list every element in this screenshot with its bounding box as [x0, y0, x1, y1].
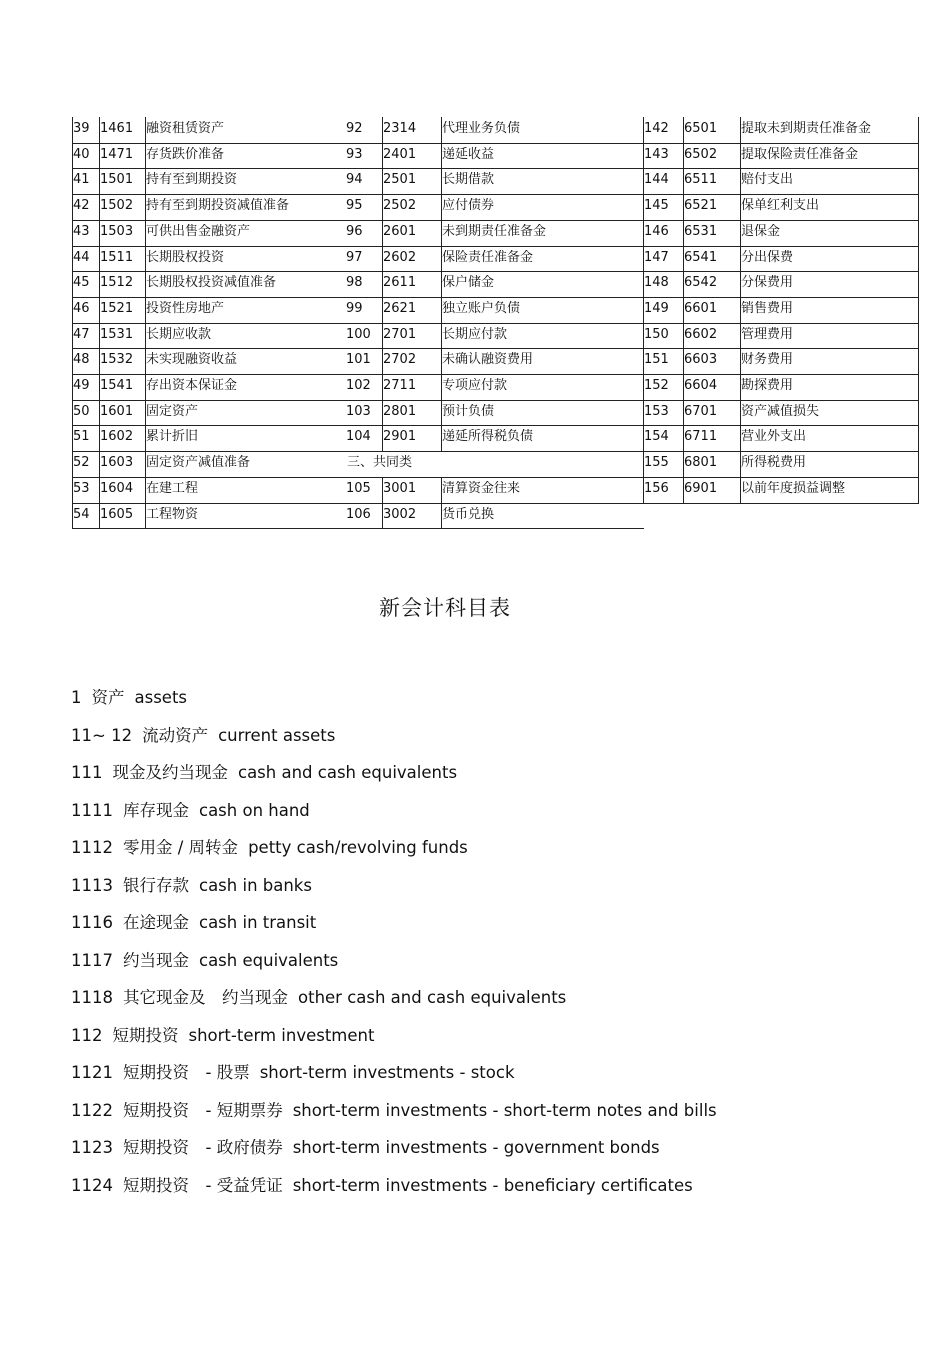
- row-number: 104: [346, 429, 371, 445]
- account-name: 赔付支出: [741, 172, 794, 188]
- entry-code: 112: [71, 1025, 103, 1045]
- right-row-border: [643, 348, 919, 349]
- account-name: 长期股权投资: [146, 249, 225, 265]
- middle-row-border: [345, 271, 644, 272]
- account-code: 6604: [684, 378, 718, 393]
- right-row-border: [643, 374, 919, 375]
- page-title: 新会计科目表: [379, 596, 511, 620]
- account-name: 未确认融资费用: [442, 352, 534, 368]
- account-name: 以前年度损益调整: [741, 480, 846, 496]
- account-name: 固定资产: [146, 403, 199, 419]
- left-row-border: [72, 400, 346, 401]
- account-entry: [71, 1101, 727, 1121]
- account-name: 分出保费: [741, 249, 794, 265]
- account-code: 2701: [383, 326, 417, 342]
- entry-cn: 零用金 / 周转金: [123, 838, 239, 857]
- account-name: 退保金: [741, 223, 781, 239]
- row-number: 46: [73, 300, 90, 316]
- row-number: 54: [73, 506, 90, 522]
- entry-cn: 短期投资 - 短期票券: [123, 1100, 283, 1120]
- left-row-border: [72, 348, 346, 349]
- entry-en: short-term investments - government bonds: [292, 1138, 660, 1157]
- entry-en: current assets: [218, 725, 336, 745]
- entry-en: short-term investment: [188, 1025, 375, 1045]
- account-name: 资产减值损失: [741, 403, 820, 419]
- account-entry: [71, 726, 345, 746]
- row-number: 49: [73, 378, 90, 393]
- left-row-border: [72, 425, 346, 426]
- account-code: 1604: [100, 480, 134, 496]
- middle-row-border: [345, 503, 644, 504]
- left-row-border: [72, 477, 346, 478]
- account-entry: [71, 1063, 525, 1083]
- account-code: 1541: [100, 378, 134, 393]
- right-row-border: [643, 323, 919, 324]
- row-number: 154: [644, 429, 669, 445]
- account-code: 6521: [684, 198, 718, 214]
- row-number: 51: [73, 429, 90, 445]
- middle-row-border: [345, 194, 644, 195]
- middle-row-border: [345, 220, 644, 221]
- right-row-border: [643, 400, 919, 401]
- account-code: 6901: [684, 480, 718, 496]
- account-code: 3002: [383, 506, 417, 522]
- account-name: 在建工程: [146, 480, 199, 496]
- entry-en: other cash and cash equivalents: [298, 988, 567, 1007]
- right-row-border: [643, 194, 919, 195]
- row-number: 149: [644, 300, 669, 316]
- account-code: 2601: [383, 223, 417, 239]
- account-name: 累计折旧: [146, 429, 199, 445]
- account-entry: [71, 1138, 670, 1158]
- left-row-border: [72, 503, 346, 504]
- account-code: 2501: [383, 172, 417, 188]
- account-name: 存出资本保证金: [146, 378, 238, 393]
- account-name: 持有至到期投资减值准备: [146, 198, 290, 214]
- row-number: 52: [73, 455, 90, 471]
- account-code: 2621: [383, 300, 417, 316]
- account-code: 1601: [100, 403, 134, 419]
- account-entry: [71, 763, 467, 783]
- entry-cn: 现金及约当现金: [112, 763, 228, 782]
- left-row-border: [72, 323, 346, 324]
- account-name: 融资租赁资产: [146, 121, 225, 136]
- left-row-border: [72, 143, 346, 144]
- account-code: 6603: [684, 352, 718, 368]
- account-code: 1603: [100, 455, 134, 471]
- account-code: 3001: [383, 480, 417, 496]
- entry-code: 1124: [71, 1175, 113, 1195]
- middle-row-border: [345, 348, 644, 349]
- left-row-border: [72, 220, 346, 221]
- entry-en: short-term investments - stock: [259, 1063, 515, 1082]
- account-name: 持有至到期投资: [146, 172, 238, 188]
- account-name: 保险责任准备金: [442, 249, 534, 265]
- account-name: 独立账户负债: [442, 300, 521, 316]
- entry-cn: 流动资产: [142, 725, 209, 745]
- account-code: 1602: [100, 429, 134, 445]
- account-name: 应付债券: [442, 198, 495, 214]
- entry-code: 1122: [71, 1100, 113, 1120]
- account-code: 2602: [383, 249, 417, 265]
- account-code: 6541: [684, 249, 718, 265]
- account-name: 货币兑换: [442, 506, 495, 522]
- account-entry: [71, 1026, 384, 1046]
- entry-code: 1116: [71, 913, 113, 932]
- entry-cn: 银行存款: [123, 875, 189, 895]
- row-number: 152: [644, 378, 669, 393]
- row-number: 95: [346, 198, 363, 214]
- left-row-border: [72, 528, 346, 529]
- account-name: 固定资产减值准备: [146, 455, 251, 471]
- account-code: 1521: [100, 300, 134, 316]
- row-number: 151: [644, 352, 669, 368]
- account-code: 6501: [684, 121, 718, 136]
- account-name: 清算资金往来: [442, 480, 521, 496]
- account-code: 1532: [100, 352, 134, 368]
- entry-cn: 短期投资 - 受益凭证: [123, 1175, 283, 1195]
- middle-row-border: [345, 168, 644, 169]
- entry-en: cash and cash equivalents: [238, 763, 458, 782]
- right-row-border: [643, 503, 919, 504]
- account-name: 未到期责任准备金: [442, 223, 547, 239]
- row-number: 146: [644, 223, 669, 239]
- entry-code: 1121: [71, 1063, 113, 1082]
- entry-cn: 在途现金: [123, 913, 189, 932]
- entry-cn: 其它现金及 约当现金: [123, 988, 288, 1007]
- entry-code: 111: [71, 763, 103, 782]
- row-number: 92: [346, 121, 363, 136]
- account-name: 可供出售金融资产: [146, 223, 251, 239]
- account-code: 6701: [684, 403, 718, 419]
- account-code: 1471: [100, 146, 134, 162]
- row-number: 147: [644, 249, 669, 265]
- entry-en: cash on hand: [199, 800, 310, 820]
- row-number: 44: [73, 249, 90, 265]
- account-code: 1512: [100, 275, 134, 291]
- middle-row-border: [345, 143, 644, 144]
- account-code: 2901: [383, 429, 417, 445]
- account-code: 1461: [100, 121, 134, 136]
- account-code: 6502: [684, 146, 718, 162]
- entry-en: cash in transit: [199, 913, 317, 932]
- row-number: 155: [644, 455, 669, 471]
- account-name: 营业外支出: [741, 429, 807, 445]
- account-name: 工程物资: [146, 506, 199, 522]
- row-number: 97: [346, 249, 363, 265]
- row-number: 148: [644, 275, 669, 291]
- entry-cn: 资产: [91, 688, 125, 707]
- account-name: 财务费用: [741, 352, 794, 368]
- account-code: 2611: [383, 275, 417, 291]
- entry-code: 1123: [71, 1138, 113, 1157]
- account-name: 递延所得税负债: [442, 429, 534, 445]
- account-code: 1511: [100, 249, 134, 265]
- account-name: 提取未到期责任准备金: [741, 121, 872, 136]
- row-number: 142: [644, 121, 669, 136]
- section-header-cell: 三、共同类: [347, 455, 413, 471]
- account-name: 销售费用: [741, 300, 794, 316]
- right-row-border: [643, 297, 919, 298]
- entry-cn: 约当现金: [123, 950, 189, 970]
- account-code: 2401: [383, 146, 417, 162]
- right-row-border: [643, 451, 919, 452]
- account-name: 存货跌价准备: [146, 146, 225, 162]
- account-name: 长期应付款: [442, 326, 508, 342]
- account-name: 递延收益: [442, 146, 495, 162]
- account-code: 1502: [100, 198, 134, 214]
- account-entry: [71, 951, 348, 971]
- left-row-border: [72, 271, 346, 272]
- account-code: 1501: [100, 172, 134, 188]
- left-row-border: [72, 297, 346, 298]
- row-number: 143: [644, 146, 669, 162]
- entry-cn: 库存现金: [123, 800, 189, 820]
- row-number: 39: [73, 121, 90, 136]
- row-number: 47: [73, 326, 90, 342]
- row-number: 45: [73, 275, 90, 291]
- account-name: 分保费用: [741, 275, 794, 291]
- account-code: 2711: [383, 378, 417, 393]
- account-code: 2702: [383, 352, 417, 368]
- right-row-border: [643, 168, 919, 169]
- account-code: 6801: [684, 455, 718, 471]
- account-name: 投资性房地产: [146, 300, 225, 316]
- row-number: 40: [73, 146, 90, 162]
- entry-cn: 短期投资 - 政府债券: [123, 1138, 283, 1157]
- middle-row-border: [345, 297, 644, 298]
- middle-row-border: [345, 323, 644, 324]
- account-entry: [71, 688, 197, 708]
- right-row-border: [643, 477, 919, 478]
- left-row-border: [72, 246, 346, 247]
- entry-code: 1111: [71, 800, 113, 820]
- row-number: 98: [346, 275, 363, 291]
- account-code: 6542: [684, 275, 718, 291]
- middle-row-border: [345, 528, 644, 529]
- account-code: 1503: [100, 223, 134, 239]
- entry-code: 1: [71, 688, 82, 707]
- middle-row-border: [345, 246, 644, 247]
- row-number: 43: [73, 223, 90, 239]
- account-code: 2502: [383, 198, 417, 214]
- row-number: 41: [73, 172, 90, 188]
- account-name: 代理业务负债: [442, 121, 521, 136]
- row-number: 153: [644, 403, 669, 419]
- row-number: 93: [346, 146, 363, 162]
- account-code: 6602: [684, 326, 718, 342]
- middle-row-border: [345, 374, 644, 375]
- row-number: 48: [73, 352, 90, 368]
- account-code: 2314: [383, 121, 417, 136]
- account-name: 管理费用: [741, 326, 794, 342]
- entry-en: assets: [134, 688, 188, 707]
- account-entry: [71, 988, 576, 1008]
- right-row-border: [643, 246, 919, 247]
- right-row-border: [643, 425, 919, 426]
- account-name: 提取保险责任准备金: [741, 146, 859, 162]
- account-code: 2801: [383, 403, 417, 419]
- account-entry: [71, 1176, 703, 1196]
- entry-en: petty cash/revolving funds: [248, 838, 468, 857]
- left-row-border: [72, 451, 346, 452]
- left-row-border: [72, 168, 346, 169]
- entry-en: short-term investments - short-term notes and bills: [292, 1100, 717, 1120]
- right-outer-border: [918, 117, 919, 503]
- row-number: 94: [346, 172, 363, 188]
- account-code: 6531: [684, 223, 718, 239]
- row-number: 150: [644, 326, 669, 342]
- account-code-table: [0, 0, 950, 540]
- middle-row-border: [345, 400, 644, 401]
- row-number: 101: [346, 352, 371, 368]
- row-number: 50: [73, 403, 90, 419]
- entry-code: 11~ 12: [71, 725, 133, 745]
- row-number: 145: [644, 198, 669, 214]
- account-code: 6511: [684, 172, 718, 188]
- row-number: 102: [346, 378, 371, 393]
- account-name: 勘探费用: [741, 378, 794, 393]
- account-entry: [71, 913, 326, 933]
- account-code: 1531: [100, 326, 134, 342]
- row-number: 99: [346, 300, 363, 316]
- account-name: 未实现融资收益: [146, 352, 238, 368]
- right-row-border: [643, 271, 919, 272]
- entry-cn: 短期投资 - 股票: [123, 1063, 250, 1082]
- entry-en: short-term investments - beneficiary certificates: [292, 1175, 693, 1195]
- left-row-border: [72, 194, 346, 195]
- row-number: 105: [346, 480, 371, 496]
- entry-code: 1112: [71, 838, 113, 857]
- account-name: 长期股权投资减值准备: [146, 275, 277, 291]
- account-entry: [71, 801, 320, 821]
- middle-row-border: [345, 425, 644, 426]
- left-row-border: [72, 374, 346, 375]
- account-name: 保单红利支出: [741, 198, 820, 214]
- account-entry: [71, 838, 478, 858]
- entry-code: 1113: [71, 875, 113, 895]
- account-name: 所得税费用: [741, 455, 807, 471]
- row-number: 144: [644, 172, 669, 188]
- row-number: 96: [346, 223, 363, 239]
- account-name: 预计负债: [442, 403, 495, 419]
- row-number: 100: [346, 326, 371, 342]
- middle-row-border: [345, 477, 644, 478]
- account-name: 长期应收款: [146, 326, 212, 342]
- account-name: 保户储金: [442, 275, 495, 291]
- entry-code: 1118: [71, 988, 113, 1007]
- entry-en: cash equivalents: [199, 950, 339, 970]
- account-entry: [71, 876, 322, 896]
- right-row-border: [643, 220, 919, 221]
- account-name: 长期借款: [442, 172, 495, 188]
- account-code: 1605: [100, 506, 134, 522]
- account-code: 6601: [684, 300, 718, 316]
- row-number: 42: [73, 198, 90, 214]
- entry-cn: 短期投资: [112, 1025, 179, 1045]
- row-number: 103: [346, 403, 371, 419]
- row-number: 156: [644, 480, 669, 496]
- account-name: 专项应付款: [442, 378, 508, 393]
- right-row-border: [643, 143, 919, 144]
- middle-row-border: [345, 451, 644, 452]
- entry-code: 1117: [71, 950, 113, 970]
- row-number: 106: [346, 506, 371, 522]
- account-code: 6711: [684, 429, 718, 445]
- entry-en: cash in banks: [199, 875, 312, 895]
- row-number: 53: [73, 480, 90, 496]
